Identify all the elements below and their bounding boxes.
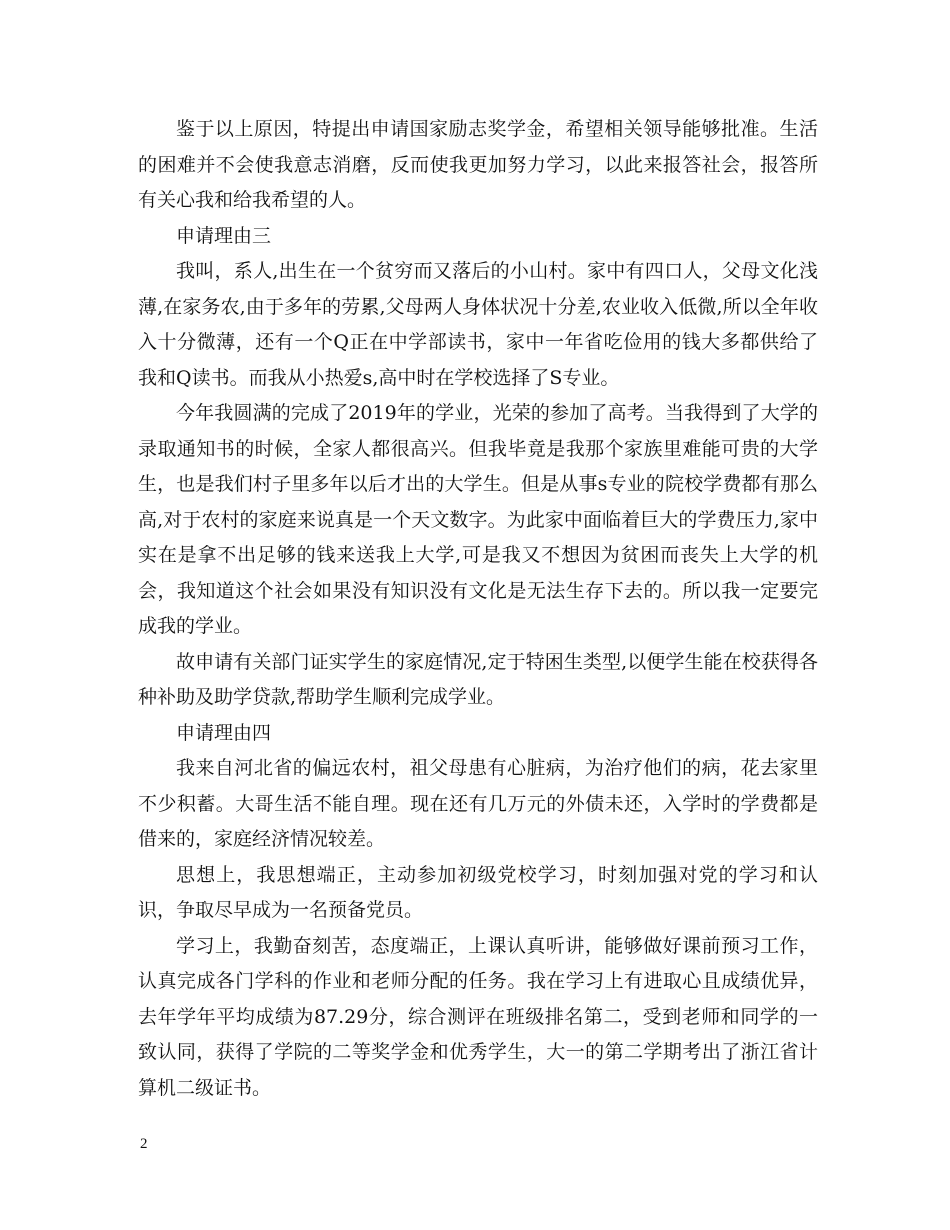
paragraph-ideology: 思想上，我思想端正，主动参加初级党校学习，时刻加强对党的学习和认识，争取尽早成为一名预备党员。 [138,863,818,921]
paragraph-college-admission: 今年我圆满的完成了2019年的学业，光荣的参加了高考。当我得到了大学的录取通知书的时候，全家人都很高兴。但我毕竟是我那个家族里难能可贵的大学生，也是我们村子里多年以后才出的大学生。但是从事s专业的院校学费都有那么高,对于农村的家庭来说真是一个天文数字。为此家中面临着巨大的学费压力,家中实在是拿不出足够的钱来送我上大学,可是我又不想因为贫困而丧失上大学的机会，我知道这个社会如果没有知识没有文化是无法生存下去的。所以我一定要完成我的学业。 [138,402,818,637]
paragraph-study: 学习上，我勤奋刻苦，态度端正，上课认真听讲，能够做好课前预习工作，认真完成各门学科的作业和老师分配的任务。我在学习上有进取心且成绩优异，去年学年平均成绩为87.29分，综合测评在班级排名第二，受到老师和同学的一致认同，获得了学院的二等奖学金和优秀学生，大一的第二学期考出了浙江省计算机二级证书。 [138,934,818,1099]
paragraph-conclusion: 鉴于以上原因，特提出申请国家励志奖学金，希望相关领导能够批准。生活的困难并不会使我意志消磨，反而使我更加努力学习，以此来报答社会，报答所有关心我和给我希望的人。 [138,118,818,211]
paragraph-family-background: 我叫，系人,出生在一个贫穷而又落后的小山村。家中有四口人，父母文化浅薄,在家务农,由于多年的劳累,父母两人身体状况十分差,农业收入低微,所以全年收入十分微薄，还有一个Q正在中学部读书，家中一年省吃俭用的钱大多都供给了我和Q读书。而我从小热爱s,高中时在学校选择了S专业。 [138,260,818,389]
section-heading-reason-three: 申请理由三 [176,224,272,247]
paragraph-family-hardship: 我来自河北省的偏远农村，祖父母患有心脏病，为治疗他们的病，花去家里不少积蓄。大哥生活不能自理。现在还有几万元的外债未还，入学时的学费都是借来的，家庭经济情况较差。 [138,757,818,850]
section-heading-reason-four: 申请理由四 [176,721,272,744]
document-body [138,112,818,1106]
page-number: 2 [140,1136,148,1152]
paragraph-request: 故申请有关部门证实学生的家庭情况,定于特困生类型,以便学生能在校获得各种补助及助学贷款,帮助学生顺利完成学业。 [138,650,818,708]
